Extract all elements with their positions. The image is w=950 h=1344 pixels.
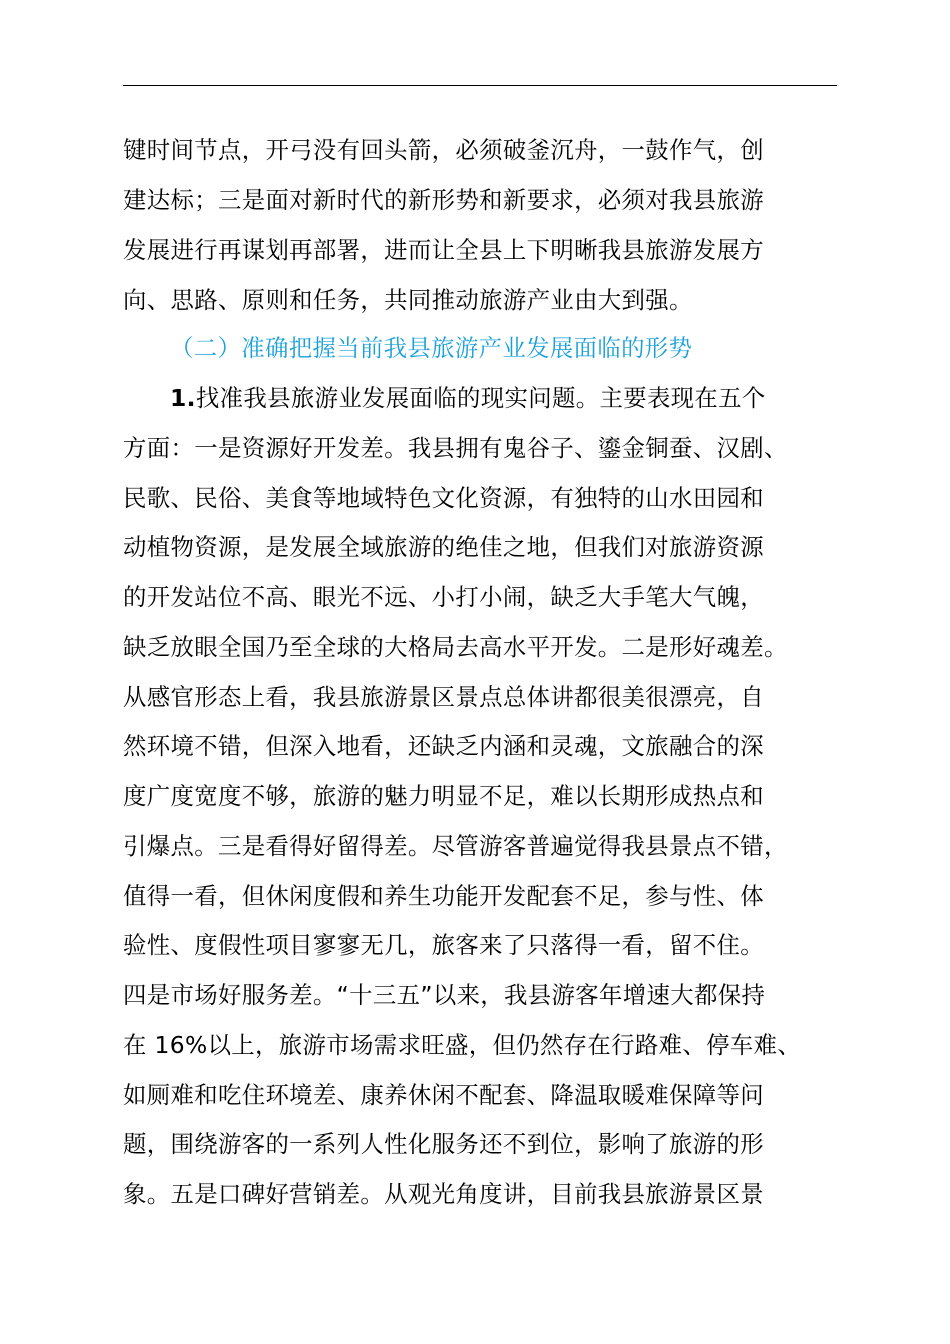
section-heading: （二）准确把握当前我县旅游产业发展面临的形势 bbox=[170, 334, 693, 362]
text-line: 缺乏放眼全国乃至全球的大格局去高水平开发。二是形好魂差。 bbox=[123, 633, 788, 661]
text-line: 发展进行再谋划再部署，进而让全县上下明晰我县旅游发展方 bbox=[123, 236, 764, 264]
text-line: 键时间节点，开弓没有回头箭，必须破釜沉舟，一鼓作气，创 bbox=[123, 136, 764, 164]
text-line: 的开发站位不高、眼光不远、小打小闹，缺乏大手笔大气魄， bbox=[123, 583, 764, 611]
header-rule bbox=[123, 85, 837, 86]
item-number: 1. bbox=[170, 384, 196, 412]
text-line: 找准我县旅游业发展面临的现实问题。主要表现在五个 bbox=[195, 384, 766, 412]
text-line: 在 16%以上，旅游市场需求旺盛，但仍然存在行路难、停车难、 bbox=[123, 1031, 802, 1059]
text-line: 方面：一是资源好开发差。我县拥有鬼谷子、鎏金铜蚕、汉剧、 bbox=[123, 434, 788, 462]
text-line: 动植物资源，是发展全域旅游的绝佳之地，但我们对旅游资源 bbox=[123, 533, 764, 561]
text-line: 然环境不错，但深入地看，还缺乏内涵和灵魂，文旅融合的深 bbox=[123, 732, 764, 760]
text-line: 度广度宽度不够，旅游的魅力明显不足，难以长期形成热点和 bbox=[123, 782, 764, 810]
text-line: 象。五是口碑好营销差。从观光角度讲，目前我县旅游景区景 bbox=[123, 1180, 764, 1208]
text-line: 验性、度假性项目寥寥无几，旅客来了只落得一看，留不住。 bbox=[123, 931, 764, 959]
text-line: 民歌、民俗、美食等地域特色文化资源，有独特的山水田园和 bbox=[123, 484, 764, 512]
text-line: 题，围绕游客的一系列人性化服务还不到位，影响了旅游的形 bbox=[123, 1130, 764, 1158]
text-line: 向、思路、原则和任务，共同推动旅游产业由大到强。 bbox=[123, 286, 693, 314]
paragraph-first-line bbox=[170, 373, 910, 423]
text-line: 值得一看，但休闲度假和养生功能开发配套不足，参与性、体 bbox=[123, 882, 764, 910]
text-line: 四是市场好服务差。“十三五”以来，我县游客年增速大都保持 bbox=[123, 981, 766, 1009]
text-line: 建达标；三是面对新时代的新形势和新要求，必须对我县旅游 bbox=[123, 186, 764, 214]
text-line: 引爆点。三是看得好留得差。尽管游客普遍觉得我县景点不错， bbox=[123, 832, 788, 860]
text-line: 如厕难和吃住环境差、康养休闲不配套、降温取暖难保障等问 bbox=[123, 1081, 764, 1109]
text-line: 从感官形态上看，我县旅游景区景点总体讲都很美很漂亮，自 bbox=[123, 683, 764, 711]
